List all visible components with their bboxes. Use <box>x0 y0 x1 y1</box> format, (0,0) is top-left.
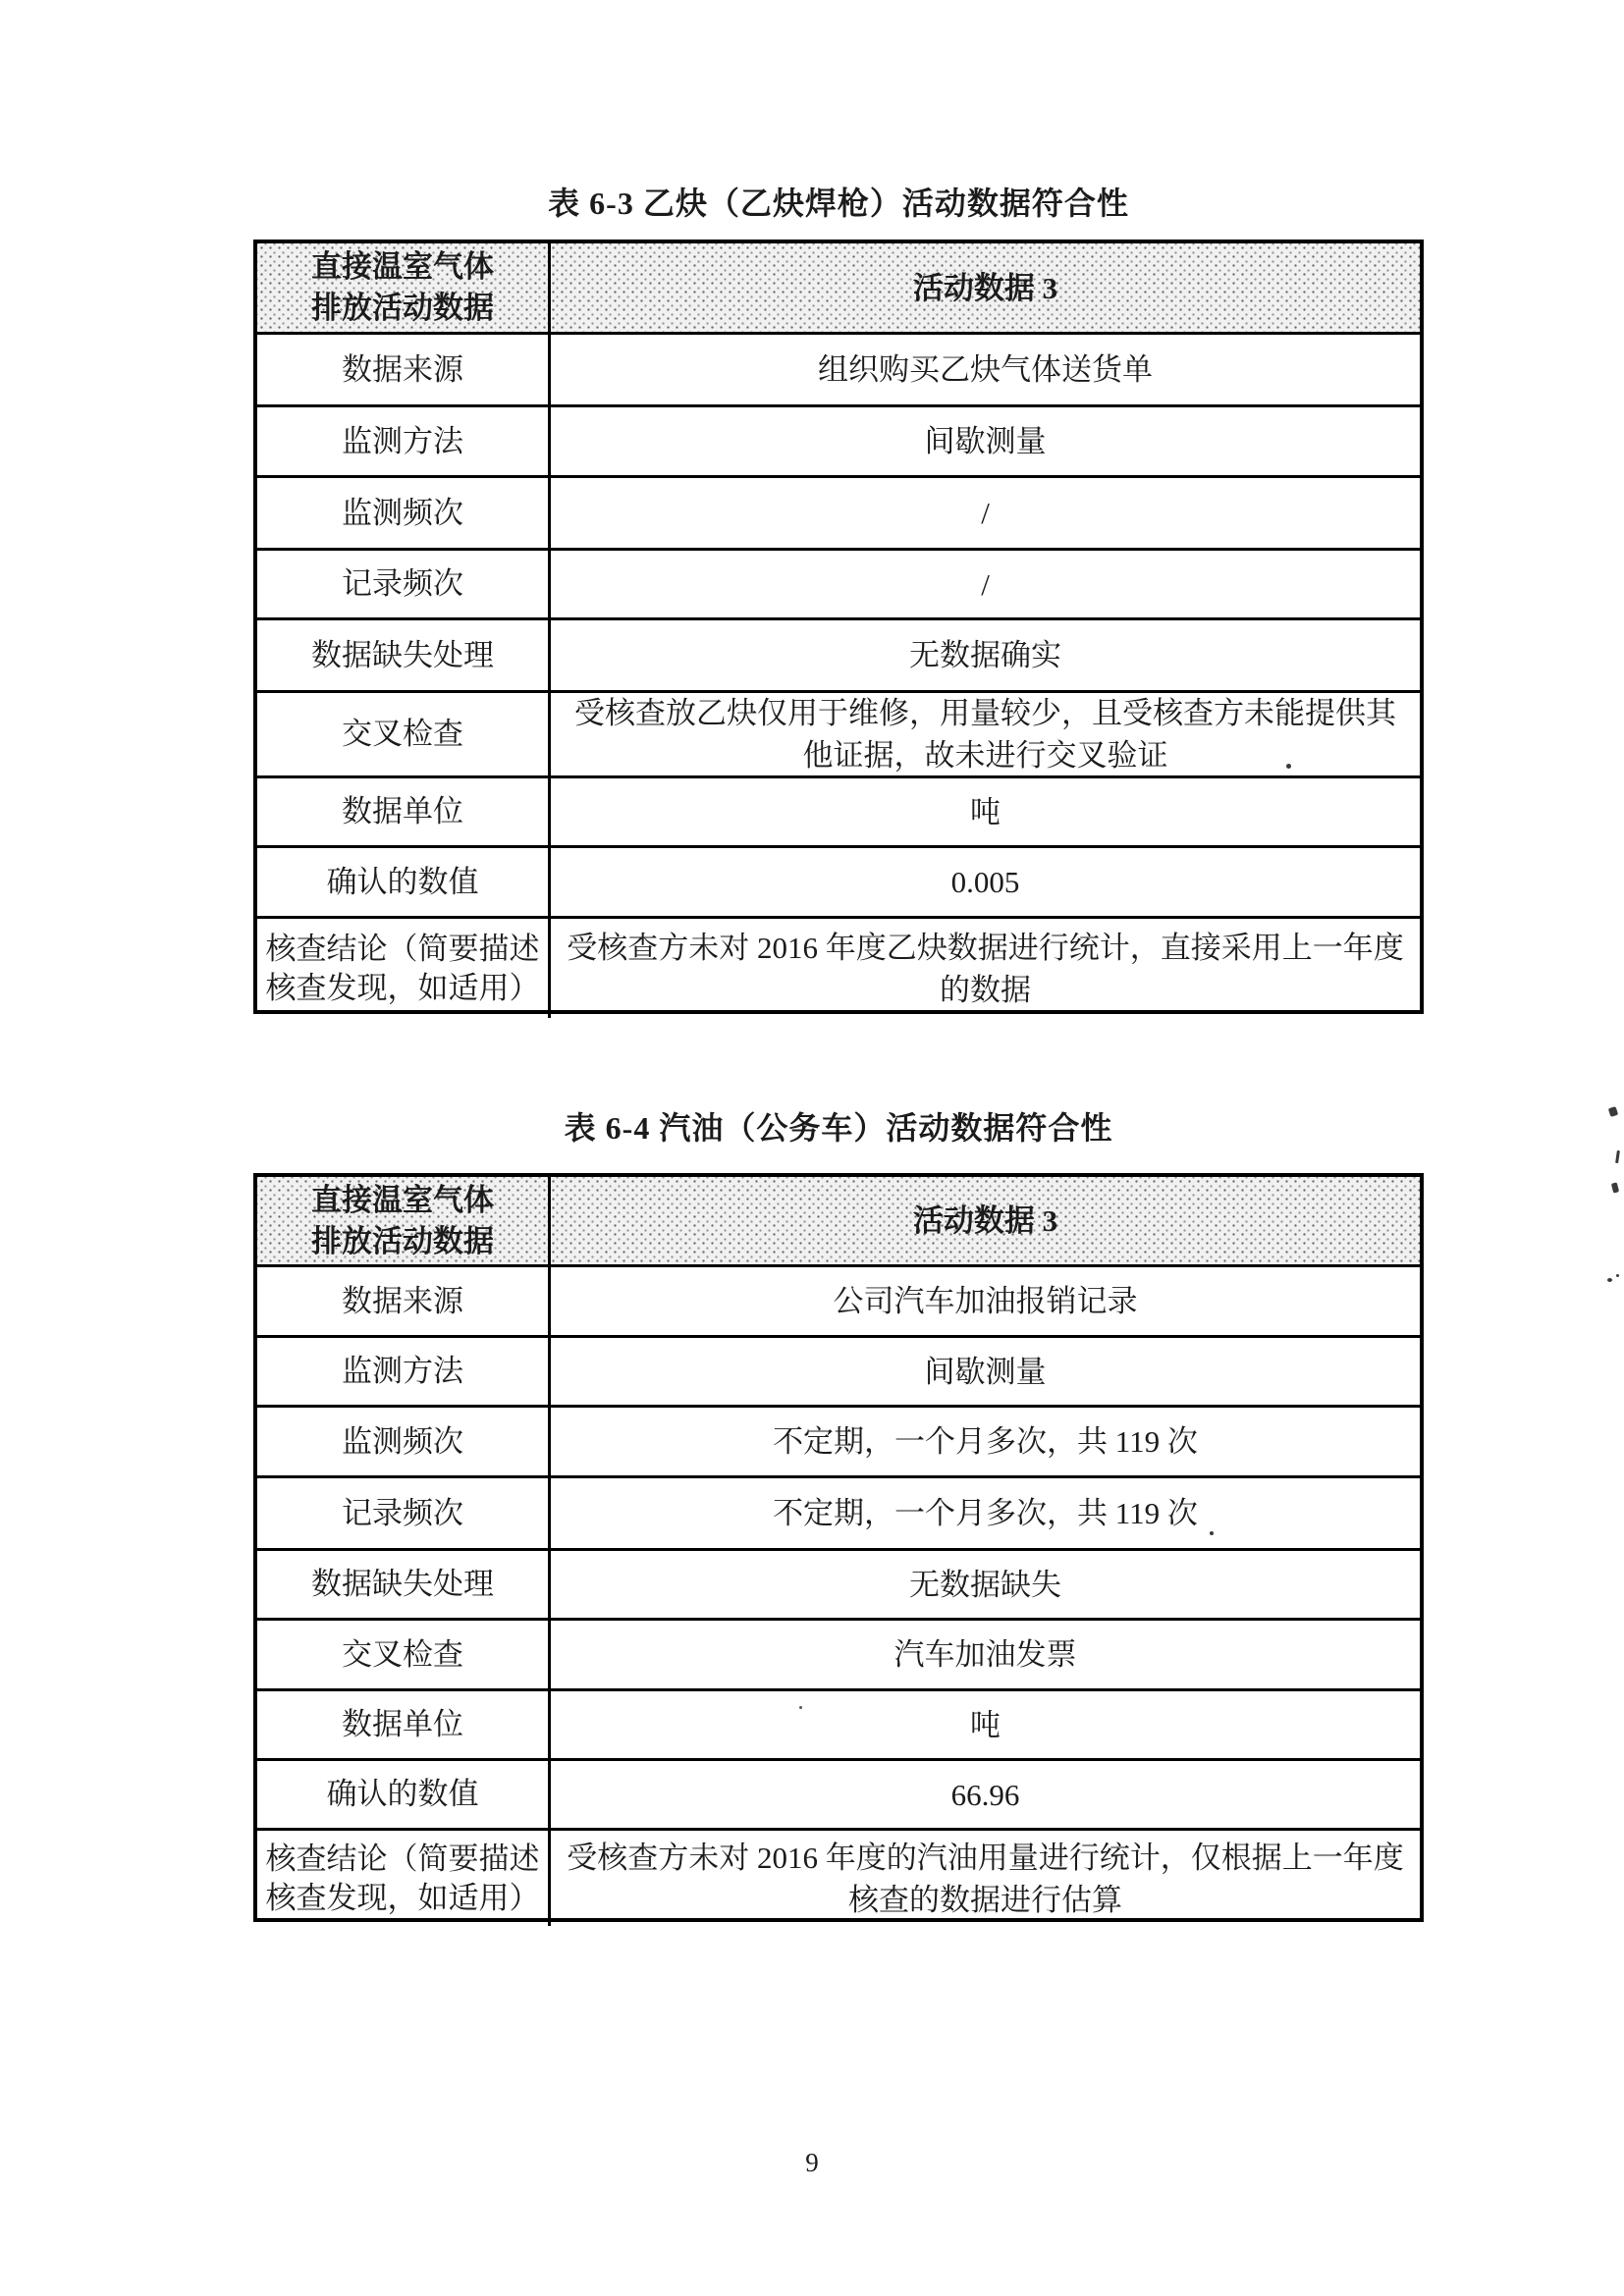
scan-artifact <box>1607 1278 1612 1282</box>
table-6-3-title: 表 6-3 乙炔（乙炔焊枪）活动数据符合性 <box>548 186 1129 221</box>
table-6-4-title: 表 6-4 汽油（公务车）活动数据符合性 <box>564 1110 1113 1146</box>
row-value: / <box>981 496 990 530</box>
row-value: 公司汽车加油报销记录 <box>833 1284 1138 1318</box>
row-value: 受核查放乙炔仅用于维修，用量较少，且受核查方未能提供其他证据，故未进行交叉验证 <box>574 696 1396 773</box>
table-6-3 <box>253 240 1424 1014</box>
page-number: 9 <box>805 2148 819 2177</box>
row-label: 监测方法 <box>257 407 551 475</box>
row-value: 间歇测量 <box>924 1354 1047 1389</box>
table-row <box>257 845 1420 916</box>
row-value: 吨 <box>970 1707 1001 1742</box>
table-row <box>257 1475 1420 1548</box>
table-row <box>257 1758 1420 1828</box>
table-6-4 <box>253 1173 1424 1922</box>
row-label: 数据来源 <box>257 1267 551 1335</box>
table-row <box>257 775 1420 845</box>
header-left-line1: 直接温室气体 <box>311 1182 494 1217</box>
row-value: 不定期，一个月多次，共 119 次 <box>773 1424 1198 1459</box>
scan-artifact <box>1210 1531 1214 1535</box>
row-value: 组织购买乙炔气体送货单 <box>818 352 1153 387</box>
row-value: 无数据确实 <box>909 638 1061 672</box>
header-left-line2: 排放活动数据 <box>311 291 494 325</box>
scan-artifact <box>799 1706 802 1709</box>
row-label: 确认的数值 <box>257 848 551 916</box>
row-label: 数据来源 <box>257 335 551 404</box>
table-header-row <box>257 243 1420 332</box>
row-value: 0.005 <box>950 865 1020 899</box>
table-row <box>257 1264 1420 1335</box>
row-value: 汽车加油发票 <box>893 1637 1077 1672</box>
header-cell-right: 活动数据 3 <box>912 270 1058 305</box>
row-value: 无数据缺失 <box>909 1567 1061 1602</box>
scan-artifact <box>1286 764 1291 769</box>
scan-artifact <box>1616 1274 1619 1277</box>
table-row <box>257 404 1420 475</box>
row-value: / <box>981 566 990 602</box>
row-label: 数据缺失处理 <box>257 620 551 690</box>
table-row <box>257 1618 1420 1688</box>
row-label: 记录频次 <box>257 551 551 617</box>
row-label: 记录频次 <box>257 1478 551 1548</box>
row-label: 核查结论（简要描述核查发现，如适用） <box>257 919 551 1018</box>
table-row <box>257 1405 1420 1475</box>
header-left-line2: 排放活动数据 <box>311 1223 494 1258</box>
row-label: 数据缺失处理 <box>257 1551 551 1618</box>
row-label: 核查结论（简要描述核查发现，如适用） <box>257 1831 551 1926</box>
row-label: 数据单位 <box>257 1691 551 1758</box>
row-label: 监测频次 <box>257 478 551 548</box>
table-row <box>257 332 1420 404</box>
scan-artifact <box>1615 1150 1620 1163</box>
row-value: 吨 <box>970 794 1001 829</box>
table-row <box>257 1335 1420 1405</box>
row-label: 交叉检查 <box>257 693 551 775</box>
table-row <box>257 690 1420 775</box>
row-value: 间歇测量 <box>924 424 1047 458</box>
table-row <box>257 475 1420 548</box>
scan-artifact <box>1608 1106 1618 1117</box>
row-value: 受核查方未对 2016 年度的汽油用量进行统计，仅根据上一年度核查的数据进行估算 <box>567 1840 1404 1917</box>
header-cell-left <box>257 1177 551 1264</box>
scan-artifact <box>1611 1182 1619 1193</box>
table-header-row <box>257 1177 1420 1264</box>
row-label: 监测频次 <box>257 1408 551 1475</box>
table-row <box>257 548 1420 617</box>
header-left-line1: 直接温室气体 <box>311 249 494 284</box>
row-label: 监测方法 <box>257 1338 551 1405</box>
table-row <box>257 1688 1420 1758</box>
table-row <box>257 1548 1420 1618</box>
table-row <box>257 617 1420 690</box>
header-cell-left <box>257 243 551 332</box>
row-label: 数据单位 <box>257 778 551 845</box>
row-value: 不定期，一个月多次，共 119 次 <box>773 1496 1198 1530</box>
header-cell-right: 活动数据 3 <box>912 1203 1058 1238</box>
row-value: 66.96 <box>950 1777 1020 1812</box>
row-label: 交叉检查 <box>257 1621 551 1688</box>
table-row <box>257 916 1420 1018</box>
row-value: 受核查方未对 2016 年度乙炔数据进行统计，直接采用上一年度的数据 <box>567 930 1404 1007</box>
table-row <box>257 1828 1420 1926</box>
row-label: 确认的数值 <box>257 1761 551 1828</box>
